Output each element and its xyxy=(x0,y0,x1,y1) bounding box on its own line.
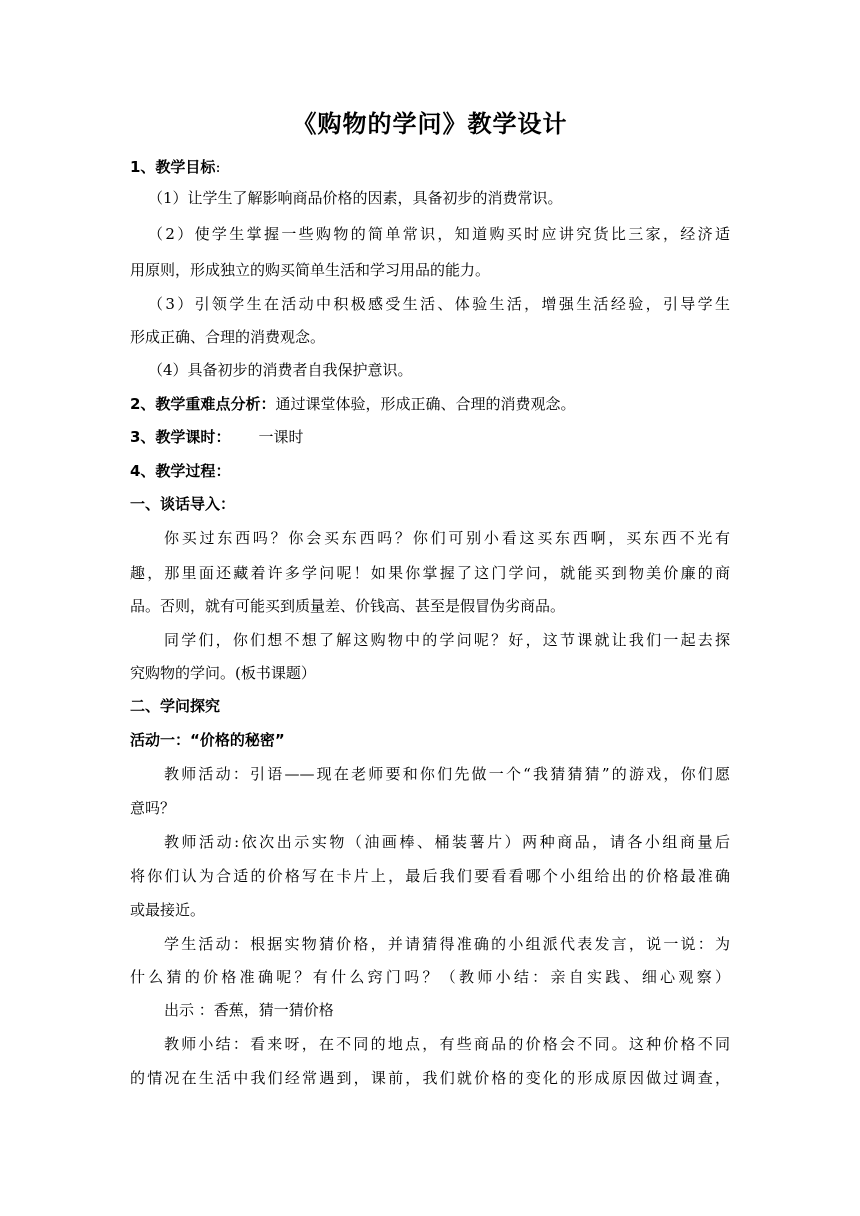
activity-1-p5-line-1: 教师小结：看来呀，在不同的地点，有些商品的价格会不同。这种价格不同 xyxy=(164,1035,730,1053)
explore-heading: 二、学问探究 xyxy=(130,697,221,715)
key-points-text: 通过课堂体验，形成正确、合理的消费观念。 xyxy=(275,395,576,413)
hours-heading: 3、教学课时： xyxy=(130,428,231,446)
activity-1-p4: 出示 ：香蕉，猜一猜价格 xyxy=(164,1001,334,1019)
activity-1-p3-line-1: 学生活动：根据实物猜价格，并请猜得准确的小组派代表发言，说一说：为 xyxy=(164,935,730,953)
goal-1: （1）让学生了解影响商品价格的因素，具备初步的消费常识。 xyxy=(148,189,563,207)
intro-p1-line-2: 趣，那里面还藏着许多学问呢！如果你掌握了这门学问，就能买到物美价廉的商 xyxy=(130,564,730,582)
goal-3-line-1: （3）引领学生在活动中积极感受生活、体验生活，增强生活经验，引导学生 xyxy=(148,295,730,313)
section-hours xyxy=(130,427,730,447)
goal-4: （4）具备初步的消费者自我保护意识。 xyxy=(148,361,413,379)
activity-1-heading: 活动一：“价格的秘密” xyxy=(130,731,285,749)
goals-heading-text: 1、教学目标 xyxy=(130,158,216,176)
intro-p1-line-3: 品。否则，就有可能买到质量差、价钱高、甚至是假冒伪劣商品。 xyxy=(130,597,566,615)
intro-p2-line-2: 究购物的学问。(板书课题） xyxy=(130,664,316,682)
activity-1-p2-line-2: 将你们认为合适的价格写在卡片上，最后我们要看看哪个小组给出的价格最准确 xyxy=(130,867,730,885)
activity-1-p1-line-2: 意吗？ xyxy=(130,799,176,817)
key-points-heading: 2、教学重难点分析： xyxy=(130,395,276,413)
goal-2-line-2: 用原则，形成独立的购买简单生活和学习用品的能力。 xyxy=(130,261,491,279)
activity-1-p3-line-2: 什么猜的价格准确呢？有什么窍门吗？（教师小结：亲自实践、细心观察） xyxy=(130,968,730,986)
activity-1-p2-line-1: 教师活动:依次出示实物（油画棒、桶装薯片）两种商品，请各小组商量后 xyxy=(164,833,730,851)
section-process-heading: 4、教学过程： xyxy=(130,462,231,480)
section-key-points xyxy=(130,394,730,414)
activity-1-p1-line-1: 教师活动：引语——现在老师要和你们先做一个“我猜猜猜”的游戏，你们愿 xyxy=(164,765,730,783)
intro-p2-line-1: 同学们，你们想不想了解这购物中的学问呢？好，这节课就让我们一起去探 xyxy=(164,631,730,649)
activity-1-p5-line-2: 的情况在生活中我们经常遇到，课前，我们就价格的变化的形成原因做过调查， xyxy=(130,1069,730,1087)
hours-text: 一课时 xyxy=(258,428,304,446)
activity-1-p2-line-3: 或最接近。 xyxy=(130,901,206,919)
goals-heading-colon: : xyxy=(215,158,221,176)
goal-3-line-2: 形成正确、合理的消费观念。 xyxy=(130,328,326,346)
intro-p1-line-1: 你买过东西吗？你会买东西吗？你们可别小看这买东西啊，买东西不光有 xyxy=(164,529,730,547)
intro-heading: 一、谈话导入： xyxy=(130,495,236,513)
section-goals-heading xyxy=(130,157,730,177)
document-title: 《购物的学问》教学设计 xyxy=(292,109,568,138)
goal-2-line-1: （2）使学生掌握一些购物的简单常识，知道购买时应讲究货比三家，经济适 xyxy=(148,225,730,243)
